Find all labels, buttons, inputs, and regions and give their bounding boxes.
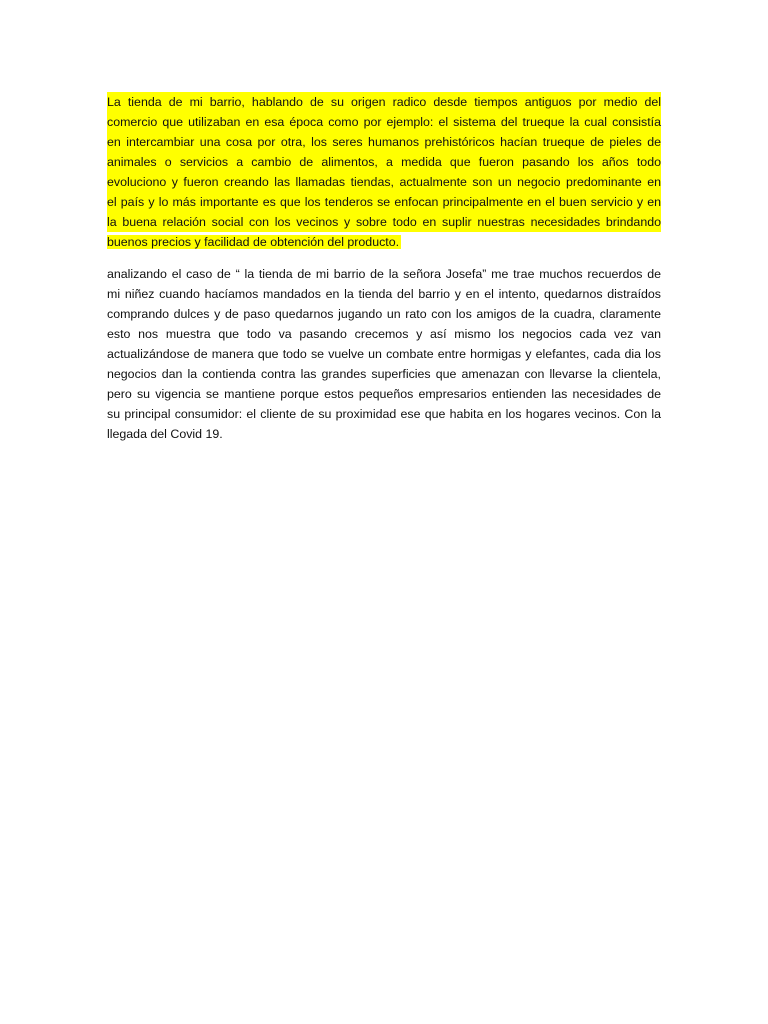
paragraph-line <box>107 132 661 152</box>
paragraph-line: mi niñez cuando hacíamos mandados en la tienda del barrio y en el intento, quedarnos distraídos <box>107 287 661 301</box>
line-text: La tienda de mi barrio, hablando de su origen radico desde tiempos antiguos por medio del <box>107 95 661 109</box>
body-paragraph <box>107 264 661 444</box>
line-text: en intercambiar una cosa por otra, los seres humanos prehistóricos hacían trueque de pieles de <box>107 135 661 149</box>
paragraph-line <box>107 212 661 232</box>
paragraph-line <box>107 112 661 132</box>
line-text: evoluciono y fueron creando las llamadas tiendas, actualmente son un negocio predominante en <box>107 175 661 189</box>
line-text: la buena relación social con los vecinos y sobre todo en suplir nuestras necesidades brindando <box>107 215 661 229</box>
highlighted-paragraph <box>107 92 661 252</box>
paragraph-line: pero su vigencia se mantiene porque estos pequeños empresarios entienden las necesidades de <box>107 387 661 401</box>
paragraph-line <box>107 92 661 112</box>
paragraph-line: negocios dan la contienda contra las grandes superficies que amenazan con llevarse la clientela, <box>107 367 661 381</box>
paragraph-line <box>107 192 661 212</box>
paragraph-line: esto nos muestra que todo va pasando crecemos y así mismo los negocios cada vez van <box>107 327 661 341</box>
line-text: el país y lo más importante es que los tenderos se enfocan principalmente en el buen servicio y en <box>107 195 661 209</box>
paragraph-line: comprando dulces y de paso quedarnos jugando un rato con los amigos de la cuadra, claramente <box>107 307 661 321</box>
paragraph-line: llegada del Covid 19. <box>107 427 223 441</box>
paragraph-line <box>107 172 661 192</box>
line-text: buenos precios y facilidad de obtención del producto. <box>107 235 400 249</box>
line-text: comercio que utilizaban en esa época como por ejemplo: el sistema del trueque la cual consistía <box>107 115 661 129</box>
paragraph-line: actualizándose de manera que todo se vuelve un combate entre hormigas y elefantes, cada dia los <box>107 347 661 361</box>
paragraph-line: su principal consumidor: el cliente de su proximidad ese que habita en los hogares vecinos. Con la <box>107 407 661 421</box>
line-text: animales o servicios a cambio de alimentos, a medida que fueron pasando los años todo <box>107 155 661 169</box>
paragraph-line <box>107 232 661 252</box>
paragraph-line <box>107 152 661 172</box>
paragraph-line: analizando el caso de “ la tienda de mi barrio de la señora Josefa” me trae muchos recuerdos de <box>107 267 661 281</box>
